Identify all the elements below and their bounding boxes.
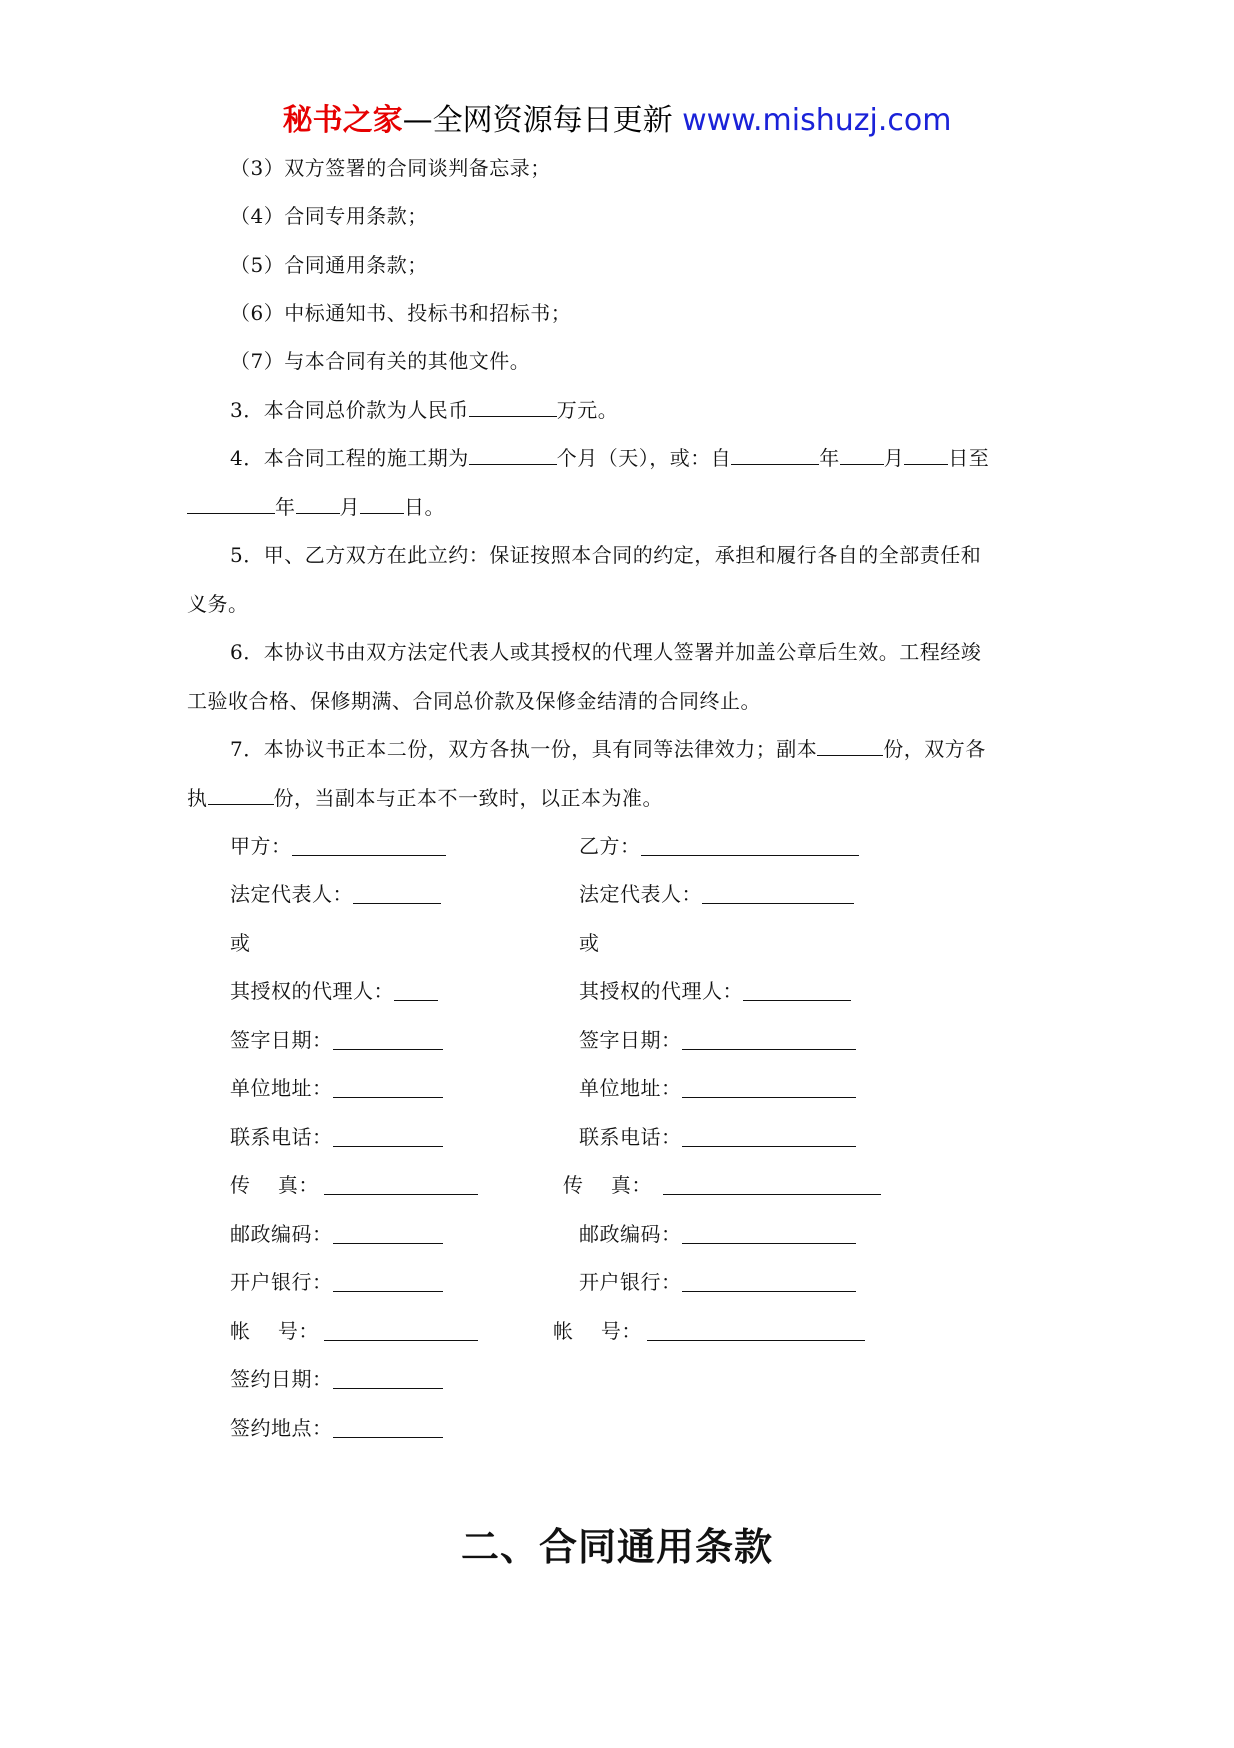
contract-date-field [230,1365,443,1393]
clause-5-line-2: 义务。 [187,592,249,616]
party-b-phone-label: 联系电话： [579,1125,682,1149]
party-b-rep-field [579,880,854,908]
end-year-blank[interactable] [187,493,275,514]
party-b-fax-label: 传 真： [563,1173,652,1197]
party-a-account-field [230,1317,478,1345]
party-a-blank[interactable] [292,835,446,856]
clause-7-line-2 [187,784,663,812]
party-a-label: 甲方： [230,834,292,858]
party-b-address-blank[interactable] [682,1077,856,1098]
header-slogan: —全网资源每日更新 [402,103,673,138]
clause-4 [230,444,989,472]
clause-7-each: 份，双方各 [883,737,986,761]
party-a-fax-label: 传 真： [230,1173,319,1197]
party-b-account-blank[interactable] [647,1320,865,1341]
price-blank[interactable] [469,396,557,417]
clause-7-line-1 [230,735,986,763]
party-a-phone-field [230,1123,443,1151]
clause-item-5: （5）合同通用条款； [230,253,428,277]
clause-4-text: 4．本合同工程的施工期为 [230,446,469,470]
clause-item-6: （6）中标通知书、投标书和招标书； [230,301,572,325]
clause-4-end-month: 月 [339,495,360,519]
party-b-phone-field [579,1123,856,1151]
party-b-label: 乙方： [579,834,641,858]
clause-3-text: 3．本合同总价款为人民币 [230,398,469,422]
party-a-bank-label: 开户银行： [230,1270,333,1294]
end-month-blank[interactable] [296,493,340,514]
party-a-account-blank[interactable] [324,1320,478,1341]
party-a-or: 或 [230,931,251,955]
held-copies-blank[interactable] [208,784,274,805]
clause-item-7: （7）与本合同有关的其他文件。 [230,349,531,373]
party-b-bank-blank[interactable] [682,1271,856,1292]
contract-place-field [230,1414,443,1442]
party-a-rep-label: 法定代表人： [230,882,353,906]
clause-5-line-1: 5．甲、乙方双方在此立约：保证按照本合同的约定，承担和履行各自的全部责任和 [230,543,982,567]
party-b-rep-blank[interactable] [702,883,854,904]
party-b-account-field [553,1317,865,1345]
party-a-postcode-label: 邮政编码： [230,1222,333,1246]
clause-4-end-day: 日。 [404,495,445,519]
party-a-agent-field [230,977,438,1005]
clause-3 [230,396,618,424]
party-a-address-field [230,1074,443,1102]
copies-blank[interactable] [817,735,883,756]
start-year-blank[interactable] [731,444,819,465]
site-header [0,100,1234,142]
party-a-address-label: 单位地址： [230,1076,333,1100]
party-b-fax-field [563,1171,881,1199]
clause-7-rest: 份，当副本与正本不一致时，以正本为准。 [273,786,663,810]
clause-item-4: （4）合同专用条款； [230,204,428,228]
clause-7-hold: 执 [187,786,208,810]
party-b-bank-field [579,1268,856,1296]
clause-3-unit: 万元。 [556,398,619,422]
clause-4-from: 个月（天），或：自 [556,446,732,470]
party-b-address-field [579,1074,856,1102]
party-a-agent-label: 其授权的代理人： [230,979,394,1003]
party-a-fax-blank[interactable] [324,1174,478,1195]
party-a-sign-date-label: 签字日期： [230,1028,333,1052]
clause-4-end-year: 年 [275,495,296,519]
party-a-sign-date-field [230,1026,443,1054]
party-b-postcode-blank[interactable] [682,1223,856,1244]
brand-name: 秘书之家 [282,103,403,138]
party-a-postcode-field [230,1220,443,1248]
duration-blank[interactable] [469,444,557,465]
party-b-agent-field [579,977,851,1005]
party-a-sign-date-blank[interactable] [333,1029,443,1050]
party-a-bank-blank[interactable] [333,1271,443,1292]
start-day-blank[interactable] [904,444,948,465]
party-b-or: 或 [579,931,600,955]
clause-4-month: 月 [883,446,905,470]
contract-date-blank[interactable] [333,1368,443,1389]
clause-6-line-1: 6．本协议书由双方法定代表人或其授权的代理人签署并加盖公章后生效。工程经竣 [230,640,982,664]
section-heading: 二、合同通用条款 [460,1525,773,1569]
party-b-agent-label: 其授权的代理人： [579,979,743,1003]
clause-item-3: （3）双方签署的合同谈判备忘录； [230,156,551,180]
party-a-account-label: 帐 号： [230,1319,319,1343]
end-day-blank[interactable] [360,493,404,514]
party-b-sign-date-label: 签字日期： [579,1028,682,1052]
party-a-phone-blank[interactable] [333,1126,443,1147]
party-b-postcode-field [579,1220,856,1248]
party-a-address-blank[interactable] [333,1077,443,1098]
contract-place-label: 签约地点： [230,1416,333,1440]
party-b-sign-date-field [579,1026,856,1054]
party-b-fax-blank[interactable] [663,1174,881,1195]
party-a-postcode-blank[interactable] [333,1223,443,1244]
party-a-rep-blank[interactable] [353,883,441,904]
party-b-bank-label: 开户银行： [579,1270,682,1294]
clause-4-end [187,493,445,521]
contract-place-blank[interactable] [333,1417,443,1438]
party-b-field [579,832,859,860]
start-month-blank[interactable] [840,444,884,465]
clause-4-to: 日至 [948,446,990,470]
party-b-phone-blank[interactable] [682,1126,856,1147]
party-b-postcode-label: 邮政编码： [579,1222,682,1246]
clause-4-year: 年 [819,446,840,470]
party-a-phone-label: 联系电话： [230,1125,333,1149]
party-a-agent-blank[interactable] [394,980,438,1001]
party-b-account-label: 帐 号： [553,1319,642,1343]
party-b-rep-label: 法定代表人： [579,882,702,906]
site-url-link[interactable]: www.mishuzj.com [682,103,952,138]
party-a-field [230,832,446,860]
party-b-blank[interactable] [641,835,859,856]
party-b-agent-blank[interactable] [743,980,851,1001]
party-b-address-label: 单位地址： [579,1076,682,1100]
party-a-bank-field [230,1268,443,1296]
party-a-fax-field [230,1171,478,1199]
clause-7-text: 7．本协议书正本二份，双方各执一份，具有同等法律效力；副本 [230,737,818,761]
contract-date-label: 签约日期： [230,1367,333,1391]
party-b-sign-date-blank[interactable] [682,1029,856,1050]
clause-6-line-2: 工验收合格、保修期满、合同总价款及保修金结清的合同终止。 [187,689,761,713]
party-a-rep-field [230,880,441,908]
